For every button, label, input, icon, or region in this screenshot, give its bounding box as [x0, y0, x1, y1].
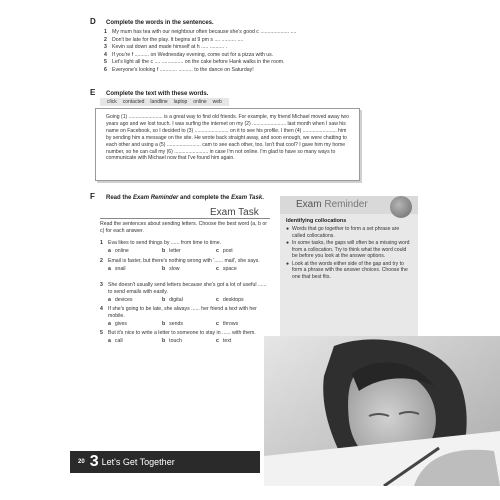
word-bank-item: web — [212, 99, 222, 105]
section-d-list — [104, 29, 404, 74]
section-f-header — [90, 192, 264, 201]
bullet-icon: ● — [286, 260, 290, 267]
section-title: Complete the words in the sentences. — [106, 20, 214, 26]
answer-option[interactable]: a snail — [108, 265, 126, 272]
question-number: 2 — [100, 258, 103, 264]
exam-reminder-box — [280, 196, 418, 342]
question — [100, 258, 272, 273]
student-writing-photo — [264, 336, 500, 486]
title-emphasis: Exam Reminder — [133, 195, 179, 201]
answer-option[interactable]: b touch — [162, 337, 182, 344]
section-title: Complete the text with these words. — [106, 91, 209, 97]
answer-option[interactable]: c throws — [216, 320, 239, 327]
reminder-list — [286, 226, 410, 281]
answer-option[interactable]: a gives — [108, 320, 128, 327]
answer-option[interactable]: c desktops — [216, 296, 244, 303]
question-number: 1 — [100, 240, 103, 246]
section-letter: F — [90, 192, 95, 201]
section-e-header — [90, 88, 208, 97]
list-item — [286, 240, 410, 260]
reminder-text: In some tasks, the gaps will often be a missing word from a collocation. Try to think what the word could be before you look at the answer options. — [292, 240, 410, 259]
question-text: If she's going to be late, she always ...... her friend a text with her mobile. — [108, 306, 257, 319]
item-text: Kevin sat down and made himself at h ..... .......... . — [112, 44, 228, 50]
section-letter: D — [90, 17, 96, 26]
question — [100, 282, 272, 304]
list-item — [104, 44, 404, 52]
page-footer — [70, 451, 260, 473]
question — [100, 330, 272, 345]
answer-option[interactable]: c text — [216, 337, 232, 344]
answer-option[interactable]: a devices — [108, 296, 133, 303]
question-number: 4 — [100, 306, 103, 312]
item-text: If you're f .......... on Wednesday evening, come out for a pizza with us. — [112, 51, 274, 58]
reading-text-box — [95, 108, 360, 181]
word-bank-item: laptop — [173, 99, 188, 105]
item-number: 3 — [104, 44, 107, 50]
answer-option[interactable]: a online — [108, 247, 129, 254]
item-text: My mum has tea with our neighbour often because she's good c .................... .... — [112, 29, 297, 35]
list-item — [286, 226, 410, 239]
unit-number: 3 — [89, 453, 99, 470]
item-number: 4 — [104, 51, 107, 58]
answer-option[interactable]: b letter — [162, 247, 181, 254]
answer-option[interactable]: a call — [108, 337, 123, 344]
section-title — [106, 195, 264, 201]
item-text: Everyone's looking f ............ .......... to the dance on Saturday! — [112, 66, 254, 73]
section-letter: E — [90, 88, 96, 97]
exam-task-heading: Exam Task — [210, 207, 259, 218]
answer-option[interactable]: c space — [216, 265, 237, 272]
question-text: She doesn't usually send letters because she's got a lot of useful ...... to send emails with easily. — [108, 282, 267, 295]
item-text: Let's light all the c .... ............... on the cake before Hank walks in the room. — [112, 59, 285, 65]
list-item — [104, 67, 404, 75]
reminder-heading: Identifying collocations — [286, 218, 347, 224]
list-item — [104, 52, 404, 60]
divider — [100, 218, 270, 219]
reminder-text: Look at the words either side of the gap and try to form a phrase with the answer choices. Choose the one that best fits. — [292, 260, 408, 280]
question-number: 3 — [100, 282, 103, 288]
answer-option[interactable]: b sends — [162, 320, 184, 327]
unit-title: Let's Get Together — [101, 457, 175, 467]
item-number: 2 — [104, 36, 107, 43]
word-bank-item: click — [107, 99, 117, 105]
list-item — [104, 37, 404, 45]
answer-option[interactable]: b slow — [162, 265, 180, 272]
item-number: 1 — [104, 29, 107, 35]
item-number: 6 — [104, 66, 107, 73]
item-text: Don't be late for the play. It begins at 9 pm s .... .......... .... — [112, 36, 244, 43]
question-text: Email is faster, but there's nothing wrong with '...... mail', she says. — [108, 258, 260, 264]
reminder-title: Exam Reminder — [296, 199, 368, 210]
title-part: and complete the — [178, 195, 232, 201]
question — [100, 306, 272, 328]
list-item — [286, 261, 410, 281]
title-part: . — [262, 195, 264, 201]
answer-option[interactable]: b digital — [162, 296, 183, 303]
section-d-header — [90, 17, 214, 26]
page-number: 20 — [78, 459, 85, 465]
word-bank-item: contacted — [122, 99, 145, 105]
title-part: Read the — [106, 195, 134, 201]
question-text: But it's nice to write a letter to someone to stay in ...... with them. — [108, 330, 256, 336]
list-item — [104, 59, 404, 67]
word-bank-item: landline — [150, 99, 168, 105]
reading-text: Going (1) ........................ is a great way to find old friends. For example, my friend Michael moved away two years ago and we lost touch. I was surfing the internet on my (2) ........................ last month when I saw his name on Facebook, so I decided to (3) ........................ on it to see his profile. I then (4) ........................ him by sending him a message on the site. He wrote back straight away, and soon enough, we were chatting to each other and using a (5) ........................ cam to see each other, too. Isn't that cool? I gave him my home number, so he can call my (6) ........................ in case I'm not online. I'm glad to have so many ways to communicate with Michael now that I've found him again. — [106, 114, 349, 162]
bullet-icon: ● — [286, 240, 290, 246]
exam-task-instructions: Read the sentences about sending letters. Choose the best word (a, b or c) for each answer. — [100, 221, 267, 234]
word-bank-item: online — [193, 99, 207, 105]
reminder-title-bar — [280, 196, 418, 214]
question-number: 5 — [100, 330, 103, 336]
globe-icon — [390, 196, 412, 218]
reminder-text: Words that go together to form a set phrase are called collocations. — [292, 226, 400, 239]
question — [100, 240, 272, 255]
bullet-icon: ● — [286, 226, 290, 232]
list-item — [104, 29, 404, 37]
item-number: 5 — [104, 59, 107, 65]
word-bank — [100, 98, 229, 106]
title-emphasis: Exam Task — [231, 195, 263, 201]
answer-option[interactable]: c post — [216, 247, 233, 254]
question-text: Eva likes to send things by ...... from time to time. — [108, 240, 222, 246]
